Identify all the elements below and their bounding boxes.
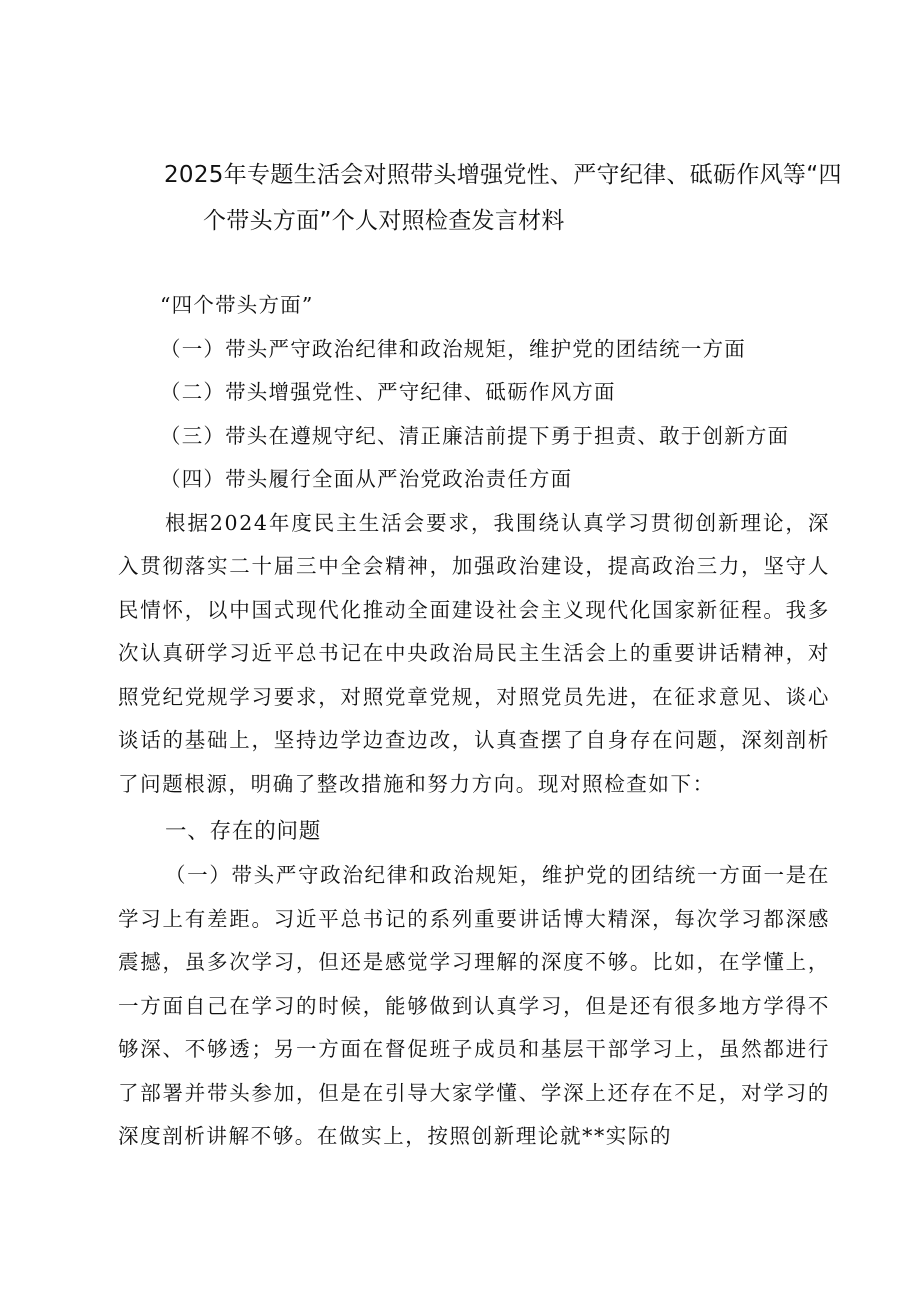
body-paragraph: （一）带头严守政治纪律和政治规矩，维护党的团结统一方面一是在学习上有差距。习近平总书记的系列重要讲话博大精深，每次学习都深感震撼，虽多次学习，但还是感觉学习理解的深度不够。比如，在学懂上，一方面自己在学习的时候，能够做到认真学习，但是还有很多地方学得不够深、不够透；另一方面在督促班子成员和基层干部学习上，虽然都进行了部署并带头参加，但是在引导大家学懂、学深上还存在不足，对学习的深度剖析讲解不够。在做实上，按照创新理论就**实际的: [118, 863, 830, 1148]
document-title: [118, 152, 842, 244]
title-line-2: 个带头方面”个人对照检查发言材料: [203, 208, 565, 234]
list-item: （一）带头严守政治纪律和政治规矩，维护党的团结统一方面: [160, 336, 746, 361]
list-item: （四）带头履行全面从严治党政治责任方面: [160, 467, 573, 491]
title-line-1: 2025年专题生活会对照带头增强党性、严守纪律、砥砺作风等“四: [164, 162, 842, 188]
body-paragraph: 根据2024年度民主生活会要求，我围绕认真学习贯彻创新理论，深入贯彻落实二十届三中全会精神，加强政治建设，提高政治三力，坚守人民情怀，以中国式现代化推动全面建设社会主义现代化国家新征程。我多次认真研学习近平总书记在中央政治局民主生活会上的重要讲话精神，对照党纪党规学习要求，对照党章党规，对照党员先进，在征求意见、谈心谈话的基础上，坚持边学边查边改，认真查摆了自身存在问题，深刻剖析了问题根源，明确了整改措施和努力方向。现对照检查如下：: [118, 510, 830, 796]
intro-label: “四个带头方面”: [160, 293, 314, 317]
list-item: （三）带头在遵规守纪、清正廉洁前提下勇于担责、敢于创新方面: [160, 423, 790, 448]
section-heading: 一、存在的问题: [165, 819, 322, 844]
list-item: （二）带头增强党性、严守纪律、砥砺作风方面: [160, 380, 616, 404]
document-body: [118, 284, 830, 1159]
